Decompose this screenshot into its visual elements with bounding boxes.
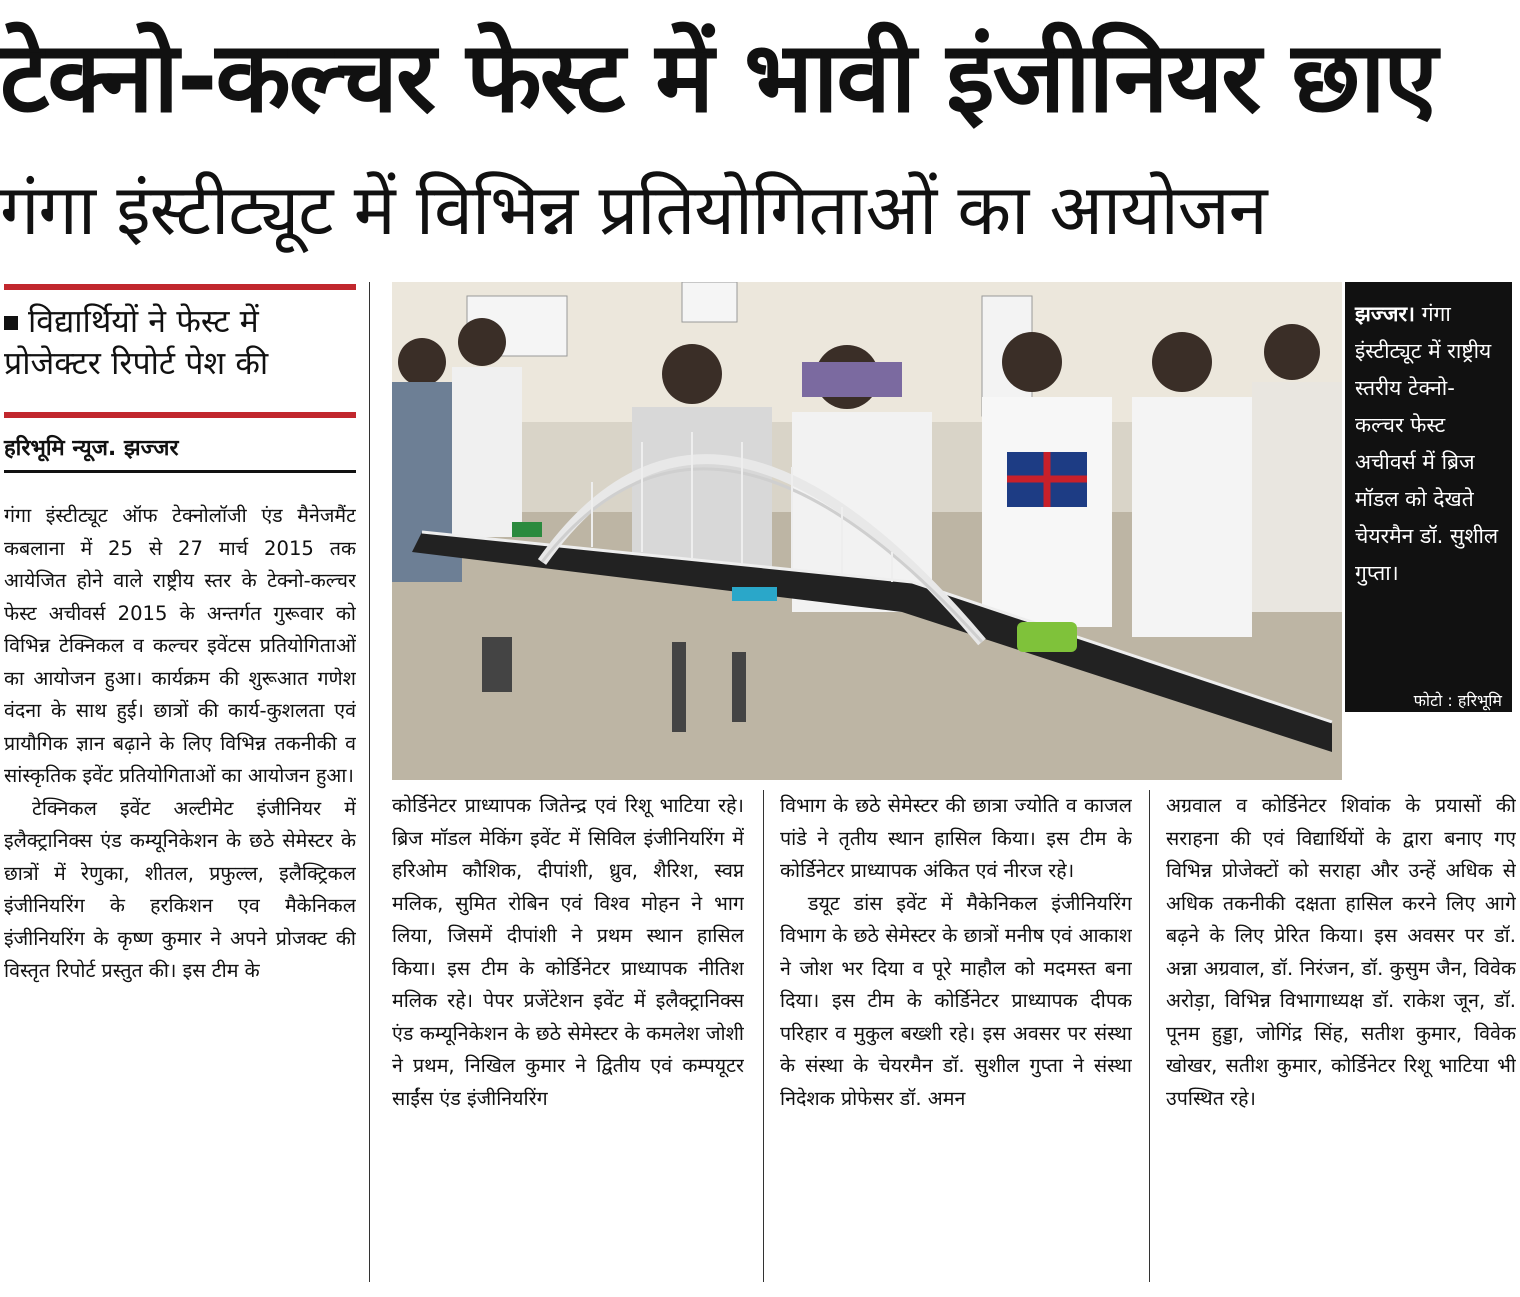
caption-dateline: झज्जर। bbox=[1355, 302, 1416, 326]
caption-text: गंगा इंस्टीट्यूट में राष्ट्रीय स्तरीय टेक्नो-कल्चर फेस्ट अचीवर्स में ब्रिज मॉडल को देखते चेयरमैन डॉ. सुशील गुप्ता। bbox=[1355, 302, 1499, 585]
highlight-text: विद्यार्थियों ने फेस्ट में प्रोजेक्टर रिपोर्ट पेश की bbox=[4, 302, 269, 382]
paragraph: टेक्निकल इवेंट अल्टीमेट इंजीनियर में इलैक्ट्रानिक्स एंड कम्यूनिकेशन के छठे सेमेस्टर के छात्रों में रेणुका, शीतल, प्रफुल्ल, इलैक्ट्रिकल इंजीनियरिंग के हरकिशन एव मैकेनिकल इंजीनियरिंग के कृष्ण कुमार ने अपने प्रोजक्ट की विस्तृत रिपोर्ट प्रस्तुत की। इस टीम के bbox=[4, 796, 356, 982]
article-column-3 bbox=[780, 790, 1132, 1290]
article-column-2 bbox=[392, 790, 744, 1290]
headline: टेक्नो-कल्चर फेस्ट में भावी इंजीनियर छाए bbox=[0, 21, 1436, 135]
square-bullet-icon bbox=[4, 316, 18, 330]
news-photo bbox=[392, 282, 1342, 780]
column-rule-1 bbox=[369, 282, 370, 1282]
bridge-model-photo bbox=[392, 282, 1342, 780]
column-rule-3 bbox=[1149, 790, 1150, 1282]
paragraph: कोर्डिनेटर प्राध्यापक जितेन्द्र एवं रिशू भाटिया रहे। ब्रिज मॉडल मेकिंग इवेंट में सिविल इंजीनियरिंग में हरिओम कौशिक, दीपांशी, ध्रुव, शैरिश, स्वप्न मलिक, सुमित रोबिन एवं विश्व मोहन ने भाग लिया, जिसमें दीपांशी ने प्रथम स्थान हासिल किया। इस टीम के कोर्डिनेटर प्राध्यापक नीतिश मलिक रहे। पेपर प्रजेंटेशन इवेंट में इलैक्ट्रानिक्स एंड कम्यूनिकेशन के छठे सेमेस्टर के कमलेश जोशी ने प्रथम, निखिल कुमार ने द्वितीय एवं कम्पयूटर साईंस एंड इंजीनियरिंग bbox=[392, 794, 744, 1110]
paragraph: डयूट डांस इवेंट में मैकेनिकल इंजीनियरिंग विभाग के छठे सेमेस्टर के छात्रों मनीष एवं आकाश ने जोश भर दिया व पूरे माहौल को मदमस्त बना दिया। इस टीम के कोर्डिनेटर प्राध्यापक दीपक परिहार व मुकुल बख्शी रहे। इस अवसर पर संस्था के संस्था के चेयरमैन डॉ. सुशील गुप्ता ने संस्था निदेशक प्रोफेसर डॉ. अमन bbox=[780, 891, 1132, 1110]
red-rule-bottom bbox=[4, 412, 356, 418]
article-column-1 bbox=[4, 500, 356, 1292]
subheadline: गंगा इंस्टीट्यूट में विभिन्न प्रतियोगिताओं का आयोजन bbox=[0, 169, 1267, 251]
paragraph: गंगा इंस्टीट्यूट ऑफ टेक्नोलॉजी एंड मैनेजमैंट कबलाना में 25 से 27 मार्च 2015 तक आयेजित होने वाले राष्ट्रीय स्तर के टेक्नो-कल्चर फेस्ट अचीवर्स 2015 के अन्तर्गत गुरूवार को विभिन्न टेक्निकल व कल्चर इवेंटस प्रतियोगिताओं का आयोजन हुआ। कार्यक्रम की शुरूआत गणेश वंदना के साथ हुई। छात्रों की कार्य-कुशलता एवं प्रायौगिक ज्ञान बढ़ाने के लिए विभिन्न तकनीकी व सांस्कृतिक इवेंट प्रतियोगिताओं का आयोजन हुआ। bbox=[4, 504, 356, 787]
paragraph: अग्रवाल व कोर्डिनेटर शिवांक के प्रयासों की सराहना की एवं विद्यार्थियों के द्वारा बनाए गए विभिन्न प्रोजेक्टों को सराहा और उन्हें अधिक से अधिक तकनीकी दक्षता हासिल करने लिए आगे बढ़ने के लिए प्रेरित किया। इस अवसर पर डॉ. अन्ना अग्रवाल, डॉ. निरंजन, डॉ. कुसुम जैन, विवेक अरोड़ा, विभिन्न विभागाध्यक्ष डॉ. राकेश जून, डॉ. पूनम हुड्डा, जोगिंद्र सिंह, सतीश कुमार, विवेक खोखर, सतीश कुमार, कोर्डिनेटर रिशू भाटिया भी उपस्थित रहे। bbox=[1166, 794, 1516, 1110]
red-rule-top bbox=[4, 284, 356, 290]
byline: हरिभूमि न्यूज. झज्जर bbox=[4, 436, 179, 461]
article-column-4 bbox=[1166, 790, 1516, 1290]
photo-credit: फोटो : हरिभूमि bbox=[1345, 690, 1512, 712]
photo-caption bbox=[1345, 282, 1512, 712]
highlight-box bbox=[4, 300, 356, 384]
column-rule-2 bbox=[763, 790, 764, 1282]
byline-rule bbox=[4, 470, 356, 473]
paragraph: विभाग के छठे सेमेस्टर की छात्रा ज्योति व काजल पांडे ने तृतीय स्थान हासिल किया। इस टीम के कोर्डिनेटर प्राध्यापक अंकित एवं नीरज रहे। bbox=[780, 794, 1132, 882]
